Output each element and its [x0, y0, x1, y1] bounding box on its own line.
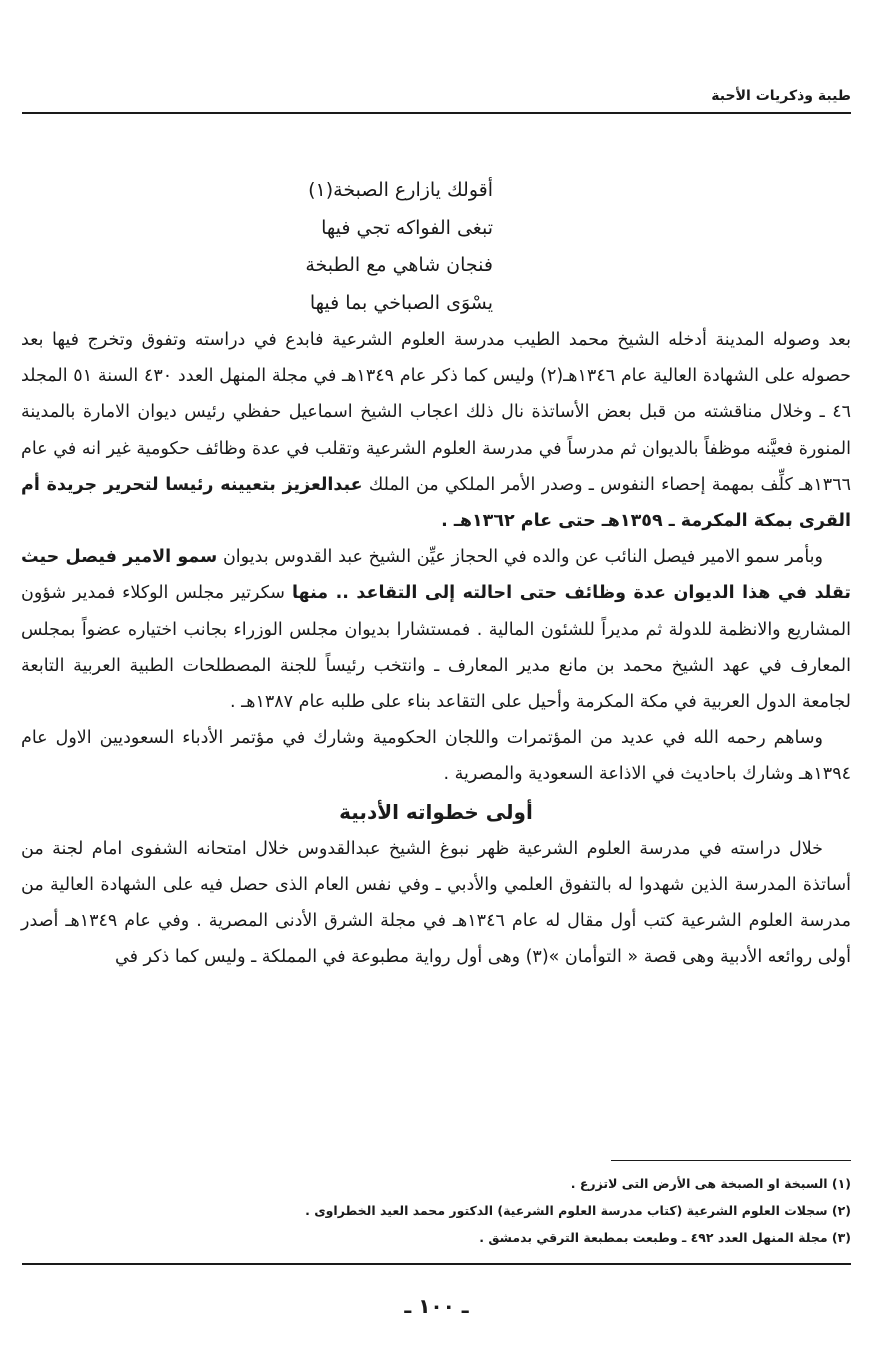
- footer-rule: [22, 1263, 851, 1265]
- paragraph-text: بعد وصوله المدينة أدخله الشيخ محمد الطيب مدرسة العلوم الشرعية فابدع في دراسته وتفوق وتخرج فيها بعد حصوله على الشهادة العالية عام ١٣٤٦هـ(٢) وليس كما ذكر عام ١٣٤٩هـ في مجلة المنهل العدد ٤٣٠ السنة ٥١ المجلد ٤٦ ـ وخلال مناقشته من قبل بعض الأساتذة نال ذلك اعجاب الشيخ اسماعيل حفظي رئيس ديوان الامارة بالمدينة المنورة فعيَّنه موظفاً بالديوان ثم مدرساً في مدرسة العلوم الشرعية وتقلب في عدة وظائف حكومية غير انه في عام ١٣٦٦هـ كلِّف بمهمة إحصاء النفوس ـ وصدر الأمر الملكي من الملك: [21, 330, 851, 495]
- poem-line: فنجان شاهي مع الطبخة: [305, 254, 493, 276]
- paragraph-bold-text: عبدالعزيز بتعيينه رئيسا لتحرير جريدة أم القرى بمكة المكرمة ـ ١٣٥٩هـ حتى عام ١٣٦٢هـ .: [21, 474, 851, 532]
- paragraph-2: [21, 539, 851, 720]
- paragraph-bold-text: سمو الامير فيصل حيث تقلد في هذا الديوان عدة وظائف حتى احالته إلى التقاعد .. منها: [21, 547, 851, 604]
- body-text: [21, 322, 851, 975]
- paragraph-text: سكرتير مجلس الوكلاء فمدير شؤون المشاريع والانظمة للدولة ثم مديراً للشئون المالية . فمستشارا بديوان مجلس الوزراء بجانب اختياره عضواً بمجلس المعارف في عهد الشيخ محمد بن مانع مدير المعارف ـ وانتخب رئيساً للجنة المصطلحات الطبية العربية التابعة لجامعة الدول العربية في مكة المكرمة وأحيل على التقاعد بناء على طلبه عام ١٣٨٧هـ .: [21, 583, 851, 713]
- section-heading: أولى خطواته الأدبية: [339, 799, 533, 824]
- header-rule: [22, 112, 851, 114]
- footnote: (٢) سجلات العلوم الشرعية (كتاب مدرسة العلوم الشرعية) الدكتور محمد العيد الخطراوى .: [305, 1203, 851, 1218]
- paragraph-4: خلال دراسته في مدرسة العلوم الشرعية ظهر نبوغ الشيخ عبدالقدوس خلال امتحانه الشفوى امام لجنة من أساتذة المدرسة الذين شهدوا له بالتفوق العلمي والأدبي ـ وفي نفس العام الذى حصل فيه على الشهادة العالية من مدرسة العلوم الشرعية كتب أول مقال له عام ١٣٤٦هـ في مجلة الشرق الأدنى المصرية . وفي عام ١٣٤٩هـ أصدر أولى روائعه الأدبية وهى قصة « التوأمان »(٣) وهى أول رواية مطبوعة في المملكة ـ وليس كما ذكر في: [21, 838, 851, 968]
- paragraph-text: وبأمر سمو الامير فيصل النائب عن والده في الحجاز عيِّن الشيخ عبد القدوس بديوان: [222, 547, 823, 568]
- footnotes: [21, 1170, 851, 1251]
- poem: [193, 172, 493, 322]
- paragraph-1: [21, 322, 851, 539]
- poem-line: أقولك يازارع الصبخة(١): [308, 179, 493, 201]
- page-number: ـ ١٠٠ ـ: [404, 1294, 469, 1318]
- footnote: (١) السبخة او الصبخة هى الأرض التى لاتزرع .: [570, 1176, 851, 1191]
- poem-line: تبغى الفواكه تجي فيها: [321, 216, 493, 239]
- footnote-rule: [611, 1160, 851, 1161]
- footnote: (٣) مجلة المنهل العدد ٤٩٢ ـ وطبعت بمطبعة الترقي بدمشق .: [479, 1230, 851, 1245]
- poem-line: يسْوَى الصباخي بما فيها: [309, 291, 493, 314]
- paragraph-3: وساهم رحمه الله في عديد من المؤتمرات واللجان الحكومية وشارك في مؤتمر الأدباء السعوديين الاول عام ١٣٩٤هـ وشارك باحاديث في الاذاعة السعودية والمصرية .: [21, 728, 851, 785]
- running-head: طيبة وذكريات الأحبة: [711, 88, 851, 104]
